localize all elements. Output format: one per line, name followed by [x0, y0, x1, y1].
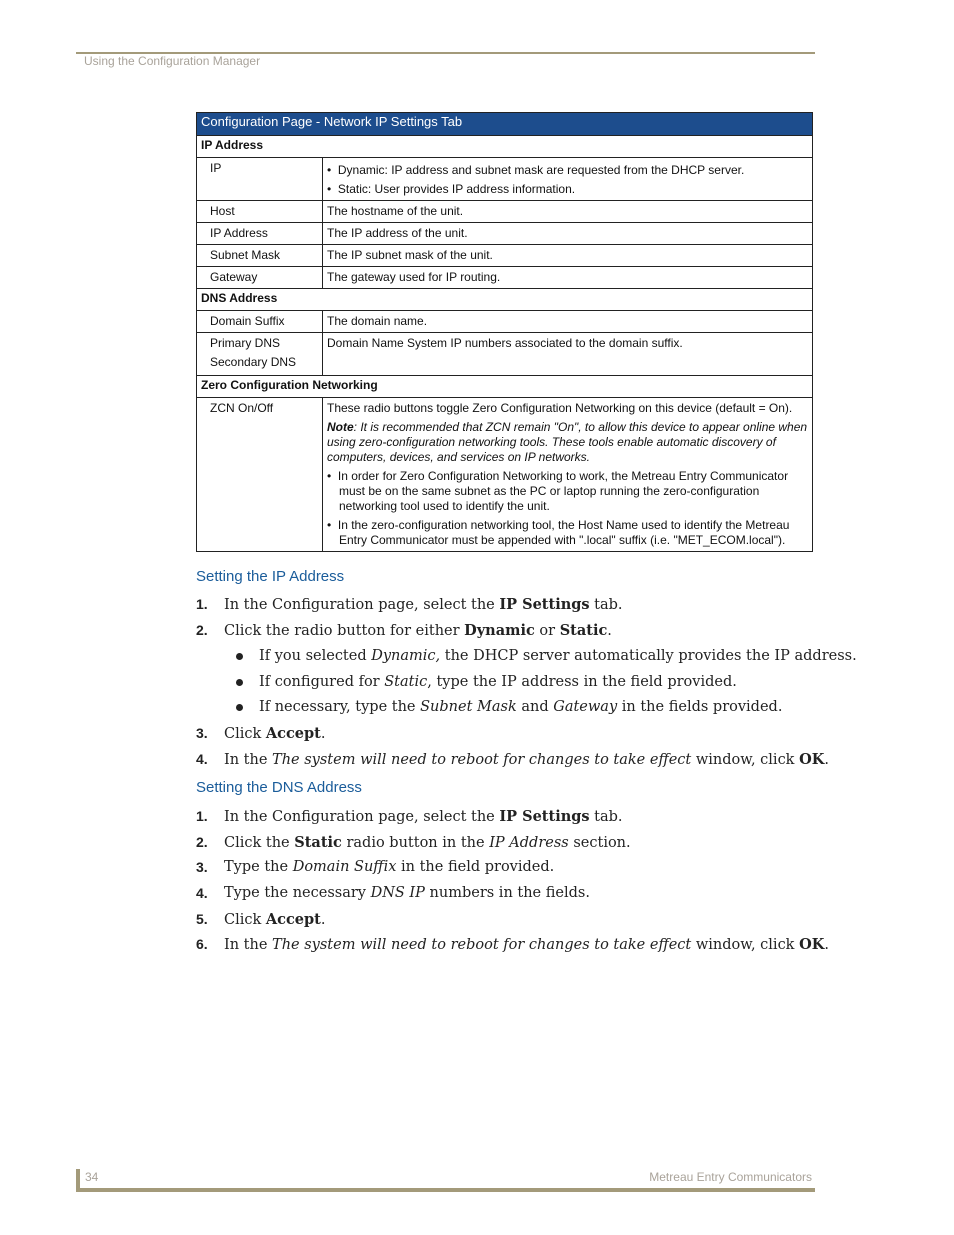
table-row [197, 333, 813, 376]
primary-dns-label: Primary DNS [210, 336, 281, 350]
section-dns-address: DNS Address [197, 289, 813, 311]
row-label: Gateway [197, 267, 323, 289]
row-label: IP Address [197, 223, 323, 245]
row-label: Domain Suffix [197, 311, 323, 333]
row-desc: The IP subnet mask of the unit. [323, 245, 813, 267]
table-row [197, 311, 813, 333]
row-desc [323, 158, 813, 201]
row-desc [323, 398, 813, 552]
row-label: IP [197, 158, 323, 201]
row-desc: Domain Name System IP numbers associated to the domain suffix. [323, 333, 813, 376]
row-label [197, 333, 323, 376]
zcn-description: These radio buttons toggle Zero Configuration Networking on this device (default = On). [327, 401, 793, 415]
list-item: • Dynamic: IP address and subnet mask are requested from the DHCP server. [327, 163, 745, 177]
row-desc: The domain name. [323, 311, 813, 333]
page-number: 34 [85, 1170, 99, 1184]
row-label: Host [197, 201, 323, 223]
table-row [197, 158, 813, 201]
row-desc: The IP address of the unit. [323, 223, 813, 245]
footer-doc-title: Metreau Entry Communicators [649, 1170, 812, 1184]
section-heading-ip: Setting the IP Address [196, 568, 345, 585]
list-item: • Static: User provides IP address information. [327, 182, 576, 196]
running-header: Using the Configuration Manager [84, 54, 261, 68]
table-row [197, 201, 813, 223]
row-desc: The gateway used for IP routing. [323, 267, 813, 289]
row-label: Subnet Mask [197, 245, 323, 267]
section-zero-configuration: Zero Configuration Networking [197, 376, 813, 398]
list-item: • In the zero-configuration networking tool, the Host Name used to identify the Metreau Entry Communicator must be appended with ".local" suffix (i.e. "MET_ECOM.local"). [327, 518, 790, 547]
zcn-note: Note: It is recommended that ZCN remain "On", to allow this device to appear online when using zero-configuration networking tools. These tools enable automatic discovery of computers, devices, and services on IP networks. [327, 420, 808, 464]
row-desc: The hostname of the unit. [323, 201, 813, 223]
bullet-icon [236, 704, 243, 711]
footer-rule [76, 1188, 815, 1192]
bullet-icon [236, 653, 243, 660]
row-label: ZCN On/Off [197, 398, 323, 552]
network-ip-settings-table [196, 112, 813, 552]
bullet-icon [236, 679, 243, 686]
section-heading-dns: Setting the DNS Address [196, 779, 362, 796]
table-row [197, 267, 813, 289]
list-item: • In order for Zero Configuration Networking to work, the Metreau Entry Communicator must be on the same subnet as the PC or laptop running the zero-configuration networking tool used to identify the unit. [327, 469, 789, 513]
section-ip-address: IP Address [197, 136, 813, 158]
table-row [197, 223, 813, 245]
table-title: Configuration Page - Network IP Settings Tab [197, 113, 813, 136]
table-row [197, 245, 813, 267]
secondary-dns-label: Secondary DNS [210, 355, 297, 369]
table-row [197, 398, 813, 552]
